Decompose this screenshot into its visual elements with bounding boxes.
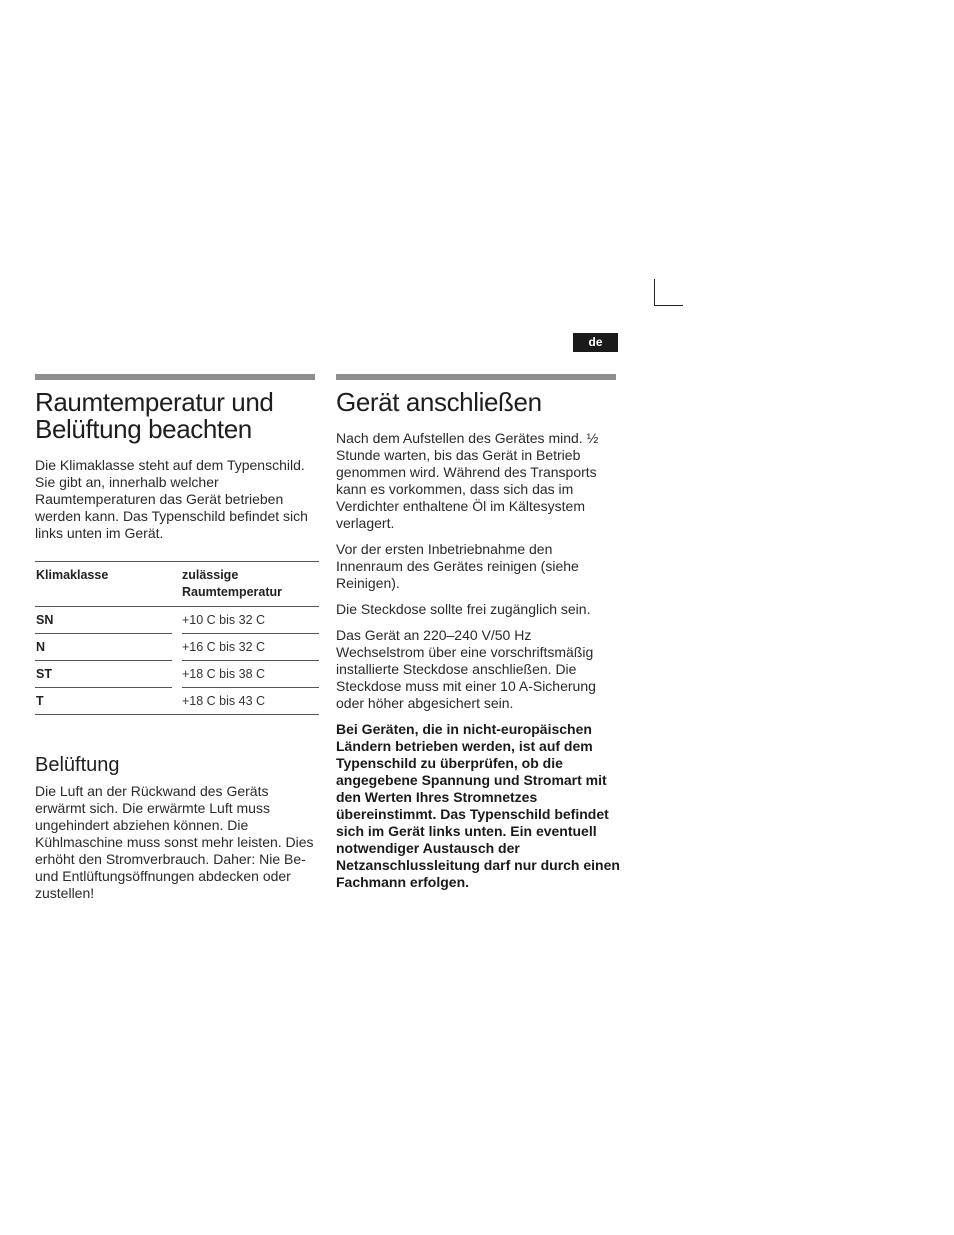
paragraph-socket-access: Die Steckdose sollte frei zugänglich sein. <box>336 601 591 617</box>
section-heading-room-temperature: Raumtemperatur und Belüftung beachten <box>35 387 274 444</box>
temperature-range-cell: +18 C bis 43 C <box>182 688 319 715</box>
crop-mark-vertical <box>654 279 655 306</box>
table-row <box>35 688 319 715</box>
table-row <box>35 634 319 661</box>
temperature-range-cell: +16 C bis 32 C <box>182 634 319 661</box>
section-rule <box>35 374 315 380</box>
temperature-range-cell: +10 C bis 32 C <box>182 607 319 634</box>
temperature-range-cell: +18 C bis 38 C <box>182 661 319 688</box>
table-header-temperature: zulässige Raumtemperatur <box>172 562 319 607</box>
table-row <box>35 661 319 688</box>
language-badge: de <box>573 333 618 352</box>
climate-class-cell: ST <box>35 661 172 688</box>
climate-class-cell: SN <box>35 607 172 634</box>
paragraph-electrical-connection: Das Gerät an 220–240 V/50 Hz Wechselstrom über eine vorschriftsmäßig installierte Steckdose anschließen. Die Steckdose muss mit einer 10 A-Sicherung oder höher abgesichert sein. <box>336 627 596 711</box>
ventilation-text: Die Luft an der Rückwand des Geräts erwärmt sich. Die erwärmte Luft muss ungehindert abziehen können. Die Kühlmaschine muss sonst mehr leisten. Dies erhöht den Stromverbrauch. Daher: Nie Be- und Entlüftungsöffnungen abdecken oder zustellen! <box>35 783 314 901</box>
table-header-class: Klimaklasse <box>35 562 172 607</box>
paragraph-non-european-warning: Bei Geräten, die in nicht-europäischen Ländern betrieben werden, ist auf dem Typenschild zu überprüfen, ob die angegebene Spannung und Stromart mit den Werten Ihres Stromnetzes übereinstimmt. Das Typenschild befindet sich im Gerät links unten. Ein eventuell notwendiger Austausch der Netzanschlussleitung darf nur durch einen Fachmann erfolgen. <box>336 721 620 890</box>
paragraph-setup-wait: Nach dem Aufstellen des Gerätes mind. ½ Stunde warten, bis das Gerät in Betrieb genommen wird. Während des Transports kann es vorkommen, dass sich das im Verdichter enthaltene Öl im Kältesystem verlagert. <box>336 430 599 531</box>
subsection-heading-ventilation: Belüftung <box>35 754 120 776</box>
climate-class-table <box>35 561 319 715</box>
table-row <box>35 607 319 634</box>
climate-class-cell: T <box>35 688 172 715</box>
left-column <box>35 374 319 902</box>
climate-class-cell: N <box>35 634 172 661</box>
paragraph-clean-interior: Vor der ersten Inbetriebnahme den Innenraum des Gerätes reinigen (siehe Reinigen). <box>336 541 579 591</box>
right-column <box>336 374 620 891</box>
climate-class-intro: Die Klimaklasse steht auf dem Typenschild. Sie gibt an, innerhalb welcher Raumtemperaturen das Gerät betrieben werden kann. Das Typenschild befindet sich links unten im Gerät. <box>35 457 308 541</box>
section-heading-connect-appliance: Gerät anschließen <box>336 387 542 417</box>
crop-mark-horizontal <box>654 305 683 306</box>
section-rule <box>336 374 616 380</box>
table-header-row <box>35 562 319 607</box>
